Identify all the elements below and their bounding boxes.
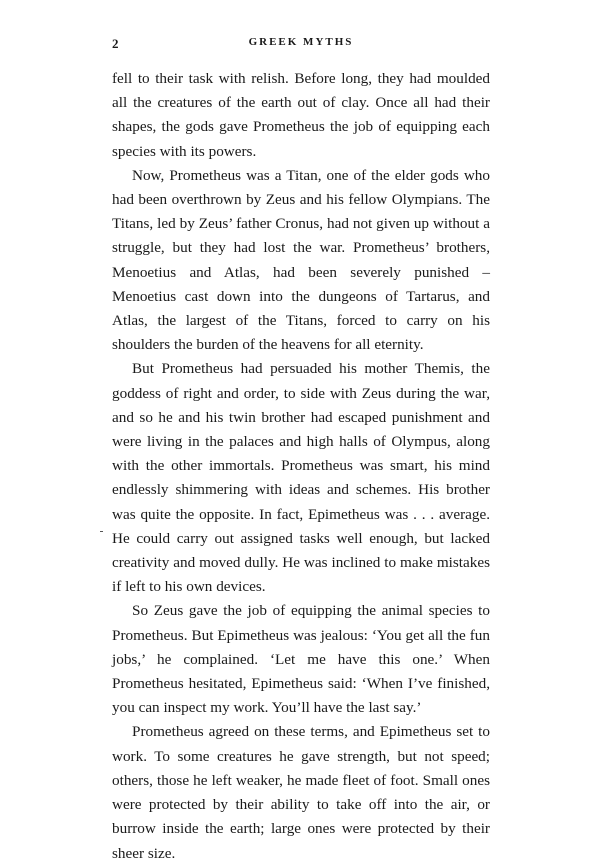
running-header [112, 36, 490, 54]
paragraph: But Prometheus had persuaded his mother Themis, the goddess of right and order, to side with Zeus during the war, and so he and his twin brother had escaped punishment and were living in the palaces and high halls of Olympus, along with the other immortals. Prometheus was smart, his mind endlessly shimmering with ideas and schemes. His brother was quite the opposite. In fact, Epimetheus was . . . average. He could carry out assigned tasks well enough, but lacked creativity and moved dully. He was inclined to make mistakes if left to his own devices. [112, 360, 490, 596]
paragraph: So Zeus gave the job of equipping the animal species to Prometheus. But Epimetheus was jealous: ‘You get all the fun jobs,’ he complained. ‘Let me have this one.’ When Prometheus hesitated, Epimetheus said: ‘When I’ve finished, you can inspect my work. You’ll have the last say.’ [112, 602, 490, 717]
paragraph: Prometheus agreed on these terms, and Epimetheus set to work. To some creatures he gave strength, but not speed; others, those he left weaker, he made fleet of foot. Small ones were protected by their ability to take off into the air, or burrow inside the earth; large ones were protected by their sheer size. [112, 723, 490, 862]
paragraph-continuation: fell to their task with relish. Before long, they had moulded all the creatures of the earth out of clay. Once all had their shapes, the gods gave Prometheus the job of equipping each species with its powers. [112, 70, 490, 160]
paragraph: Now, Prometheus was a Titan, one of the elder gods who had been overthrown by Zeus and his fellow Olympians. The Titans, led by Zeus’ father Cronus, had not given up without a struggle, but they had lost the war. Prometheus’ brothers, Menoetius and Atlas, had been severely punished – Menoetius cast down into the dungeons of Tartarus, and Atlas, the largest of the Titans, forced to carry on his shoulders the burden of the heavens for all eternity. [112, 166, 490, 354]
page-number: 2 [112, 36, 119, 51]
margin-mark [100, 531, 103, 532]
running-title: GREEK MYTHS [248, 36, 354, 48]
body-text [112, 67, 490, 866]
